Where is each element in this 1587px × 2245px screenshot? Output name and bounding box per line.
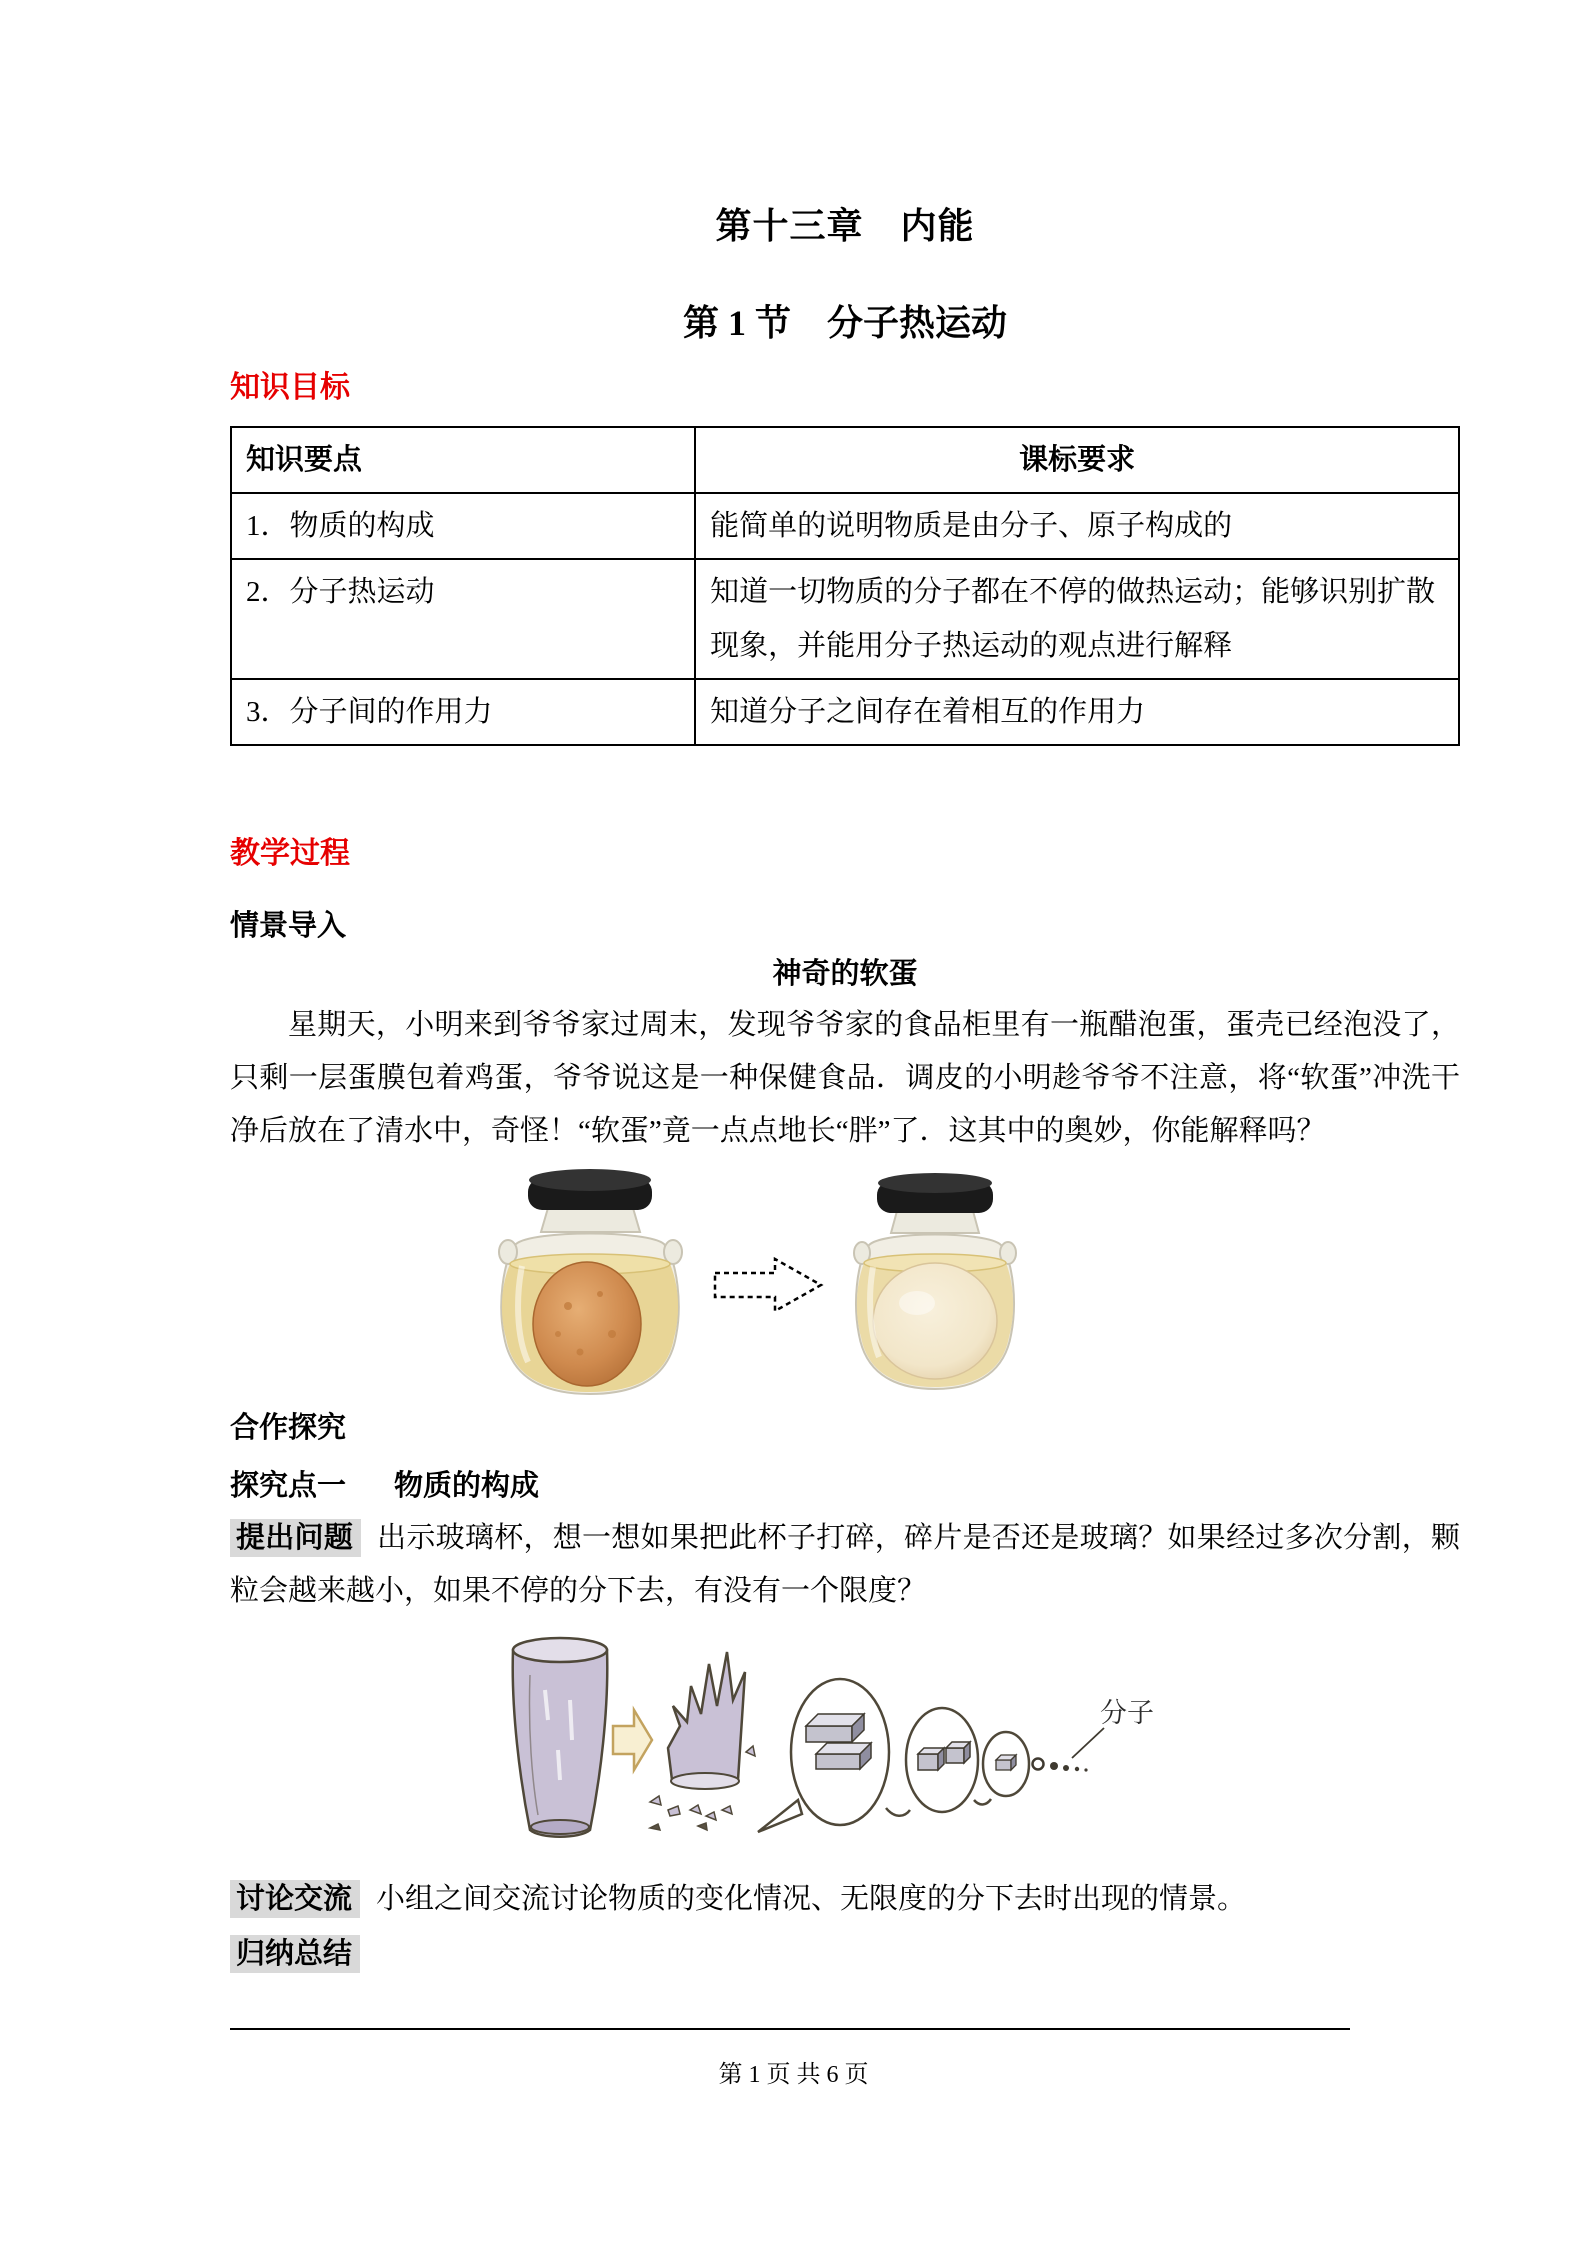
discussion-label: 讨论交流: [230, 1880, 360, 1918]
bubble-connector: [886, 1808, 910, 1816]
bubble-medium: [906, 1708, 978, 1812]
chapter-title: 第十三章 内能: [715, 206, 975, 246]
section-title: 第 1 节 分子热运动: [682, 303, 1007, 343]
summary-label: 归纳总结: [230, 1935, 360, 1973]
scene-intro-label: 情景导入: [230, 910, 347, 942]
question-text: 出示玻璃杯，想一想如果把此杯子打碎，碎片是否还是玻璃？如果经过多次分割，颗粒会越来越小，如果不停的分下去，有没有一个限度？: [230, 1522, 1460, 1607]
broken-glass-sketch: [668, 1652, 745, 1789]
discussion-paragraph: [230, 1873, 1460, 1926]
question-label: 提出问题: [230, 1519, 361, 1557]
question-paragraph: [230, 1512, 1460, 1618]
jar-lid: [877, 1173, 993, 1213]
bubble-small: [983, 1732, 1029, 1796]
table-row: [231, 679, 1459, 745]
story-title: 神奇的软蛋: [772, 958, 918, 990]
vinegar-egg-jar-after-image: [845, 1171, 1025, 1399]
vinegar-egg-jar-before-image: [488, 1166, 693, 1404]
inquiry-point-title: 物质的构成: [394, 1470, 540, 1502]
knowledge-point-cell: 2．分子热运动: [231, 559, 695, 679]
table-row: [231, 559, 1459, 679]
molecule-pointer-line: [1072, 1728, 1104, 1758]
discussion-text: 小组之间交流讨论物质的变化情况、无限度的分下去时出现的情景。: [376, 1883, 1247, 1915]
knowledge-point-cell: 3．分子间的作用力: [231, 679, 695, 745]
requirement-cell: 知道分子之间存在着相互的作用力: [695, 679, 1459, 745]
knowledge-goals-table: [230, 426, 1460, 746]
table-header-row: [231, 427, 1459, 493]
bubble-large: [758, 1679, 889, 1832]
glass-division-illustration: [500, 1630, 1160, 1860]
requirement-cell: 知道一切物质的分子都在不停的做热运动；能够识别扩散现象，并能用分子热运动的观点进行解释: [695, 559, 1459, 679]
column-header-curriculum-requirement: 课标要求: [695, 427, 1459, 493]
story-paragraph: 星期天，小明来到爷爷家过周末，发现爷爷家的食品柜里有一瓶醋泡蛋，蛋壳已经泡没了，只剩一层蛋膜包着鸡蛋，爷爷说这是一种保健食品．调皮的小明趁爷爷不注意，将“软蛋”冲洗干净后放在了清水中，奇怪！“软蛋”竟一点点地长“胖”了．这其中的奥妙，你能解释吗？: [230, 1009, 1460, 1147]
soft-egg-after: [873, 1263, 997, 1379]
inquiry-point-heading: [230, 1464, 1460, 1508]
summary-paragraph: [230, 1928, 1460, 1981]
requirement-cell: 能简单的说明物质是由分子、原子构成的: [695, 493, 1459, 559]
jar-lid: [528, 1169, 652, 1210]
egg-jar-figure: [488, 1166, 1048, 1404]
glass-block: [996, 1755, 1016, 1770]
arrow-icon: [713, 1256, 825, 1314]
soft-egg-before: [533, 1262, 641, 1386]
whole-glass-sketch: [513, 1638, 608, 1837]
molecule-dots: [1033, 1759, 1088, 1772]
footer-divider: [230, 2028, 1350, 2030]
teaching-process-heading: 教学过程: [230, 837, 350, 870]
molecule-label: 分子: [1100, 1698, 1154, 1728]
inquiry-point-label: 探究点一: [230, 1470, 347, 1502]
table-row: [231, 493, 1459, 559]
cooperate-explore-label: 合作探究: [230, 1412, 347, 1444]
knowledge-goals-heading: 知识目标: [230, 371, 350, 404]
knowledge-point-cell: 1．物质的构成: [231, 493, 695, 559]
small-arrow-icon: [613, 1710, 652, 1770]
bubble-connector: [974, 1799, 991, 1804]
page-number: 第 1 页 共 6 页: [718, 2062, 869, 2088]
column-header-knowledge-point: 知识要点: [231, 427, 695, 493]
